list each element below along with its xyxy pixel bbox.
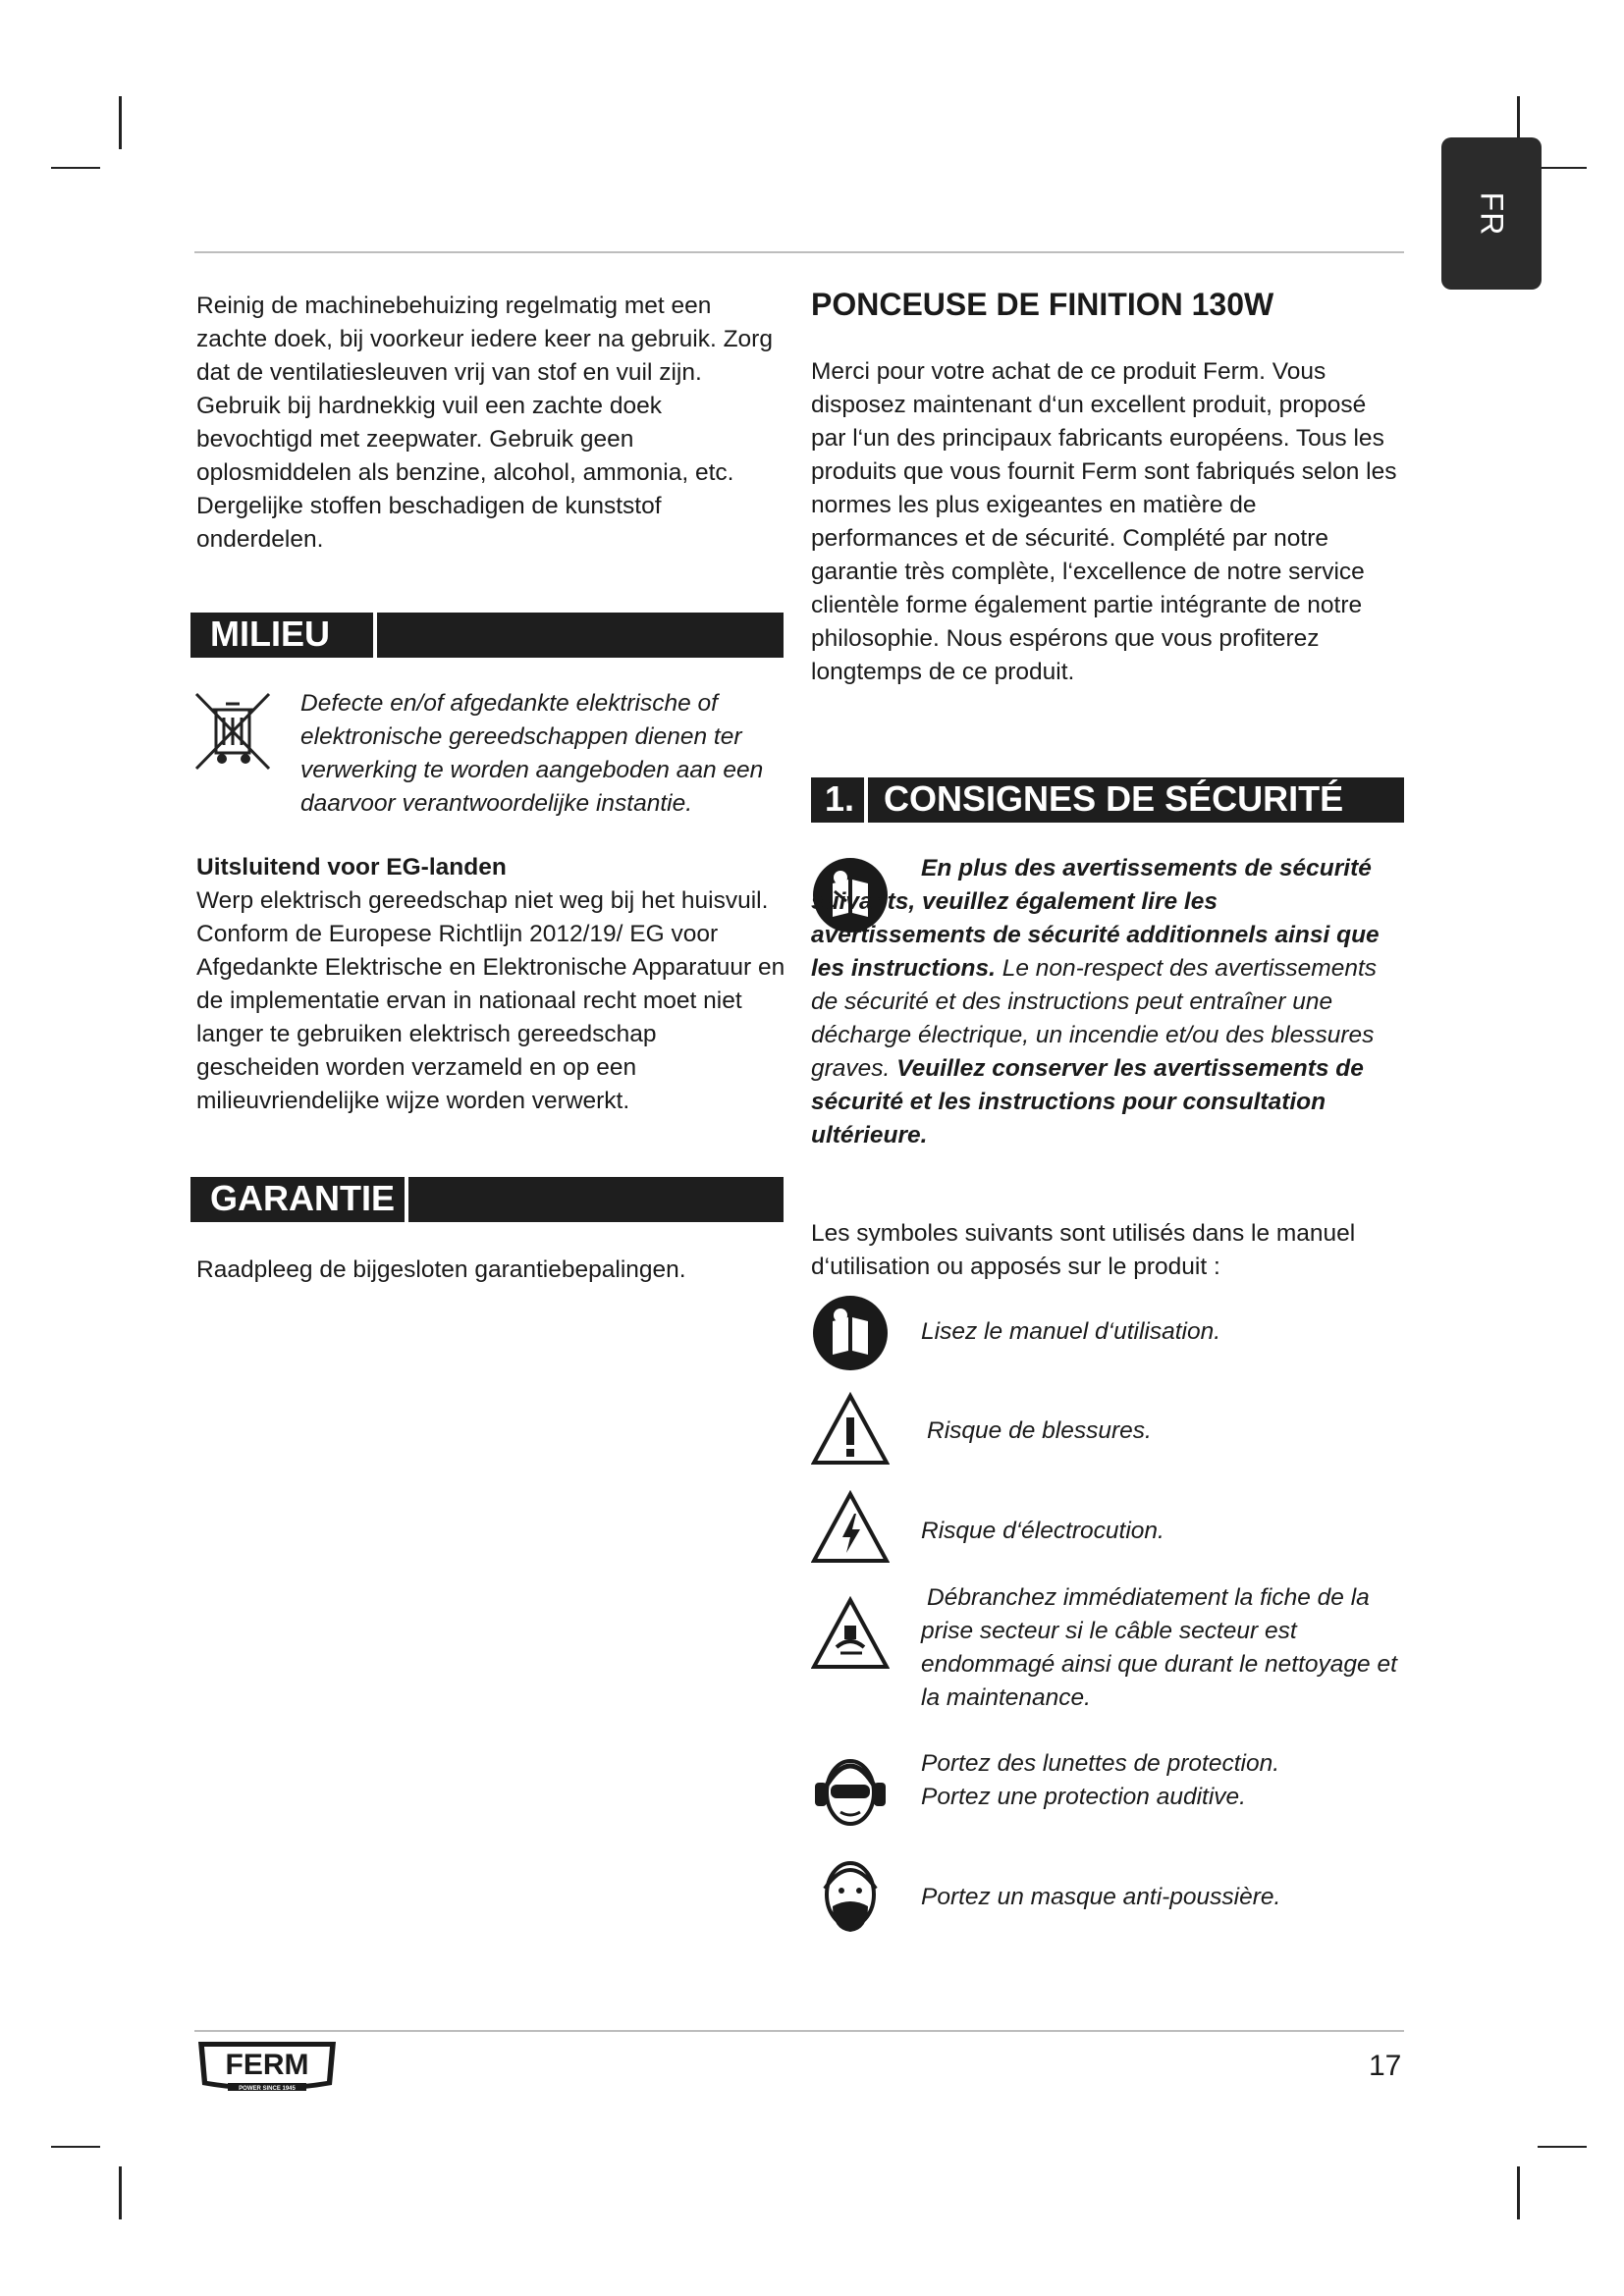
- symbol-text-injury: Risque de blessures.: [927, 1417, 1152, 1444]
- crop-mark: [119, 96, 122, 149]
- eg-section: [196, 851, 785, 1118]
- left-intro-paragraph: Reinig de machinebehuizing regelmatig met een zachte doek, bij voorkeur iedere keer na gebruik. Zorg dat de ventilatiesleuven vrij van stof en vuil zijn. Gebruik bij hardnekkig vuil een zachte doek bevochtigd met zeepwater. Gebruik geen oplosmiddelen als benzine, alcohol, ammonia, etc. Dergelijke stoffen beschadigen de kunststof onderdelen.: [196, 293, 773, 553]
- crop-mark: [51, 2146, 100, 2148]
- milieu-heading: MILIEU: [190, 613, 784, 658]
- page-number: 17: [1369, 2050, 1402, 2082]
- crop-mark: [119, 2166, 122, 2219]
- crop-mark: [1517, 2166, 1520, 2219]
- product-title: PONCEUSE DE FINITION 130W: [811, 287, 1274, 322]
- weee-text: Defecte en/of afgedankte elektrische of elektronische gereedschappen dienen ter verwerking te worden aangeboden aan een daarvoor verantwoordelijke instantie.: [300, 690, 764, 817]
- ferm-logo-tagline: POWER SINCE 1945: [239, 2086, 296, 2092]
- crop-mark: [1538, 2146, 1587, 2148]
- footer-rule: [194, 2030, 1404, 2032]
- crop-mark: [1538, 167, 1587, 169]
- electrocution-icon: [811, 1490, 890, 1565]
- language-tab-label: FR: [1474, 191, 1510, 236]
- header-rule: [194, 251, 1404, 253]
- right-intro-paragraph: Merci pour votre achat de ce produit Ferm. Vous disposez maintenant d‘un excellent produit, proposé par l‘un des principaux fabricants européens. Tous les produits que vous fournit Ferm sont fabriqués selon les normes les plus exigeantes en matière de performances et de sécurité. Complété par notre garantie très complète, l‘excellence de notre service clientèle forme également partie intégrante de notre philosophie. Nous espérons que vous profiterez longtemps de ce produit.: [811, 358, 1397, 685]
- symbol-text-mask: Portez un masque anti-poussière.: [921, 1884, 1281, 1910]
- goggles-earmuffs-icon: [811, 1749, 890, 1832]
- symbols-intro: Les symboles suivants sont utilisés dans le manuel d‘utilisation ou apposés sur le produit :: [811, 1220, 1356, 1280]
- warning-bold-1: En plus des avertissements de sécurité suivants, veuillez également lire les avertissements de sécurité additionnels ainsi que les instructions.: [811, 855, 1380, 982]
- safety-section-heading: [811, 777, 1404, 823]
- unplug-warning-icon: [811, 1596, 890, 1671]
- ferm-logo-text: FERM: [225, 2049, 309, 2081]
- symbol-text-manual: Lisez le manuel d‘utilisation.: [921, 1318, 1221, 1345]
- section-title: CONSIGNES DE SÉCURITÉ: [884, 778, 1344, 819]
- band-separator: [864, 777, 868, 823]
- garantie-text: Raadpleeg de bijgesloten garantiebepalingen.: [196, 1256, 686, 1283]
- band-separator: [373, 613, 377, 658]
- warning-bold-2: Veuillez conserver les avertissements de sécurité et les instructions pour consultation ultérieure.: [811, 1055, 1364, 1148]
- warning-exclamation-icon: [811, 1392, 890, 1467]
- section-number: 1.: [825, 778, 855, 819]
- eg-heading: Uitsluitend voor EG-landen: [196, 854, 507, 881]
- garantie-heading: GARANTIE: [190, 1177, 784, 1222]
- symbol-text-unplug: Débranchez immédiatement la fiche de la prise secteur si le câble secteur est endommagé ainsi que durant le nettoyage et la maintenance.: [921, 1584, 1397, 1711]
- band-separator: [405, 1177, 408, 1222]
- symbol-text-goggles: Portez des lunettes de protection. Portez une protection auditive.: [921, 1750, 1279, 1810]
- eg-paragraph: Werp elektrisch gereedschap niet weg bij het huisvuil. Conform de Europese Richtlijn 2012/19/ EG voor Afgedankte Elektrische en Elektronische Apparatuur en de implementatie ervan in nationaal recht moet niet langer te gebruiken elektrisch gereedschap gescheiden worden verzameld en op een milieuvriendelijke wijze worden verwerkt.: [196, 887, 785, 1114]
- crop-mark: [51, 167, 100, 169]
- warning-italic: Le non-respect des avertissements de sécurité et des instructions peut entraîner une décharge électrique, un incendie et/ou des blessures graves.: [811, 955, 1378, 1082]
- dust-mask-icon: [811, 1855, 890, 1940]
- manual-book-icon: [811, 1294, 890, 1372]
- safety-warning-paragraph: [811, 852, 1398, 1152]
- ferm-logo: [194, 2038, 340, 2097]
- language-tab: [1441, 137, 1542, 290]
- weee-bin-icon: [192, 690, 273, 773]
- symbol-text-electrocution: Risque d‘électrocution.: [921, 1518, 1164, 1544]
